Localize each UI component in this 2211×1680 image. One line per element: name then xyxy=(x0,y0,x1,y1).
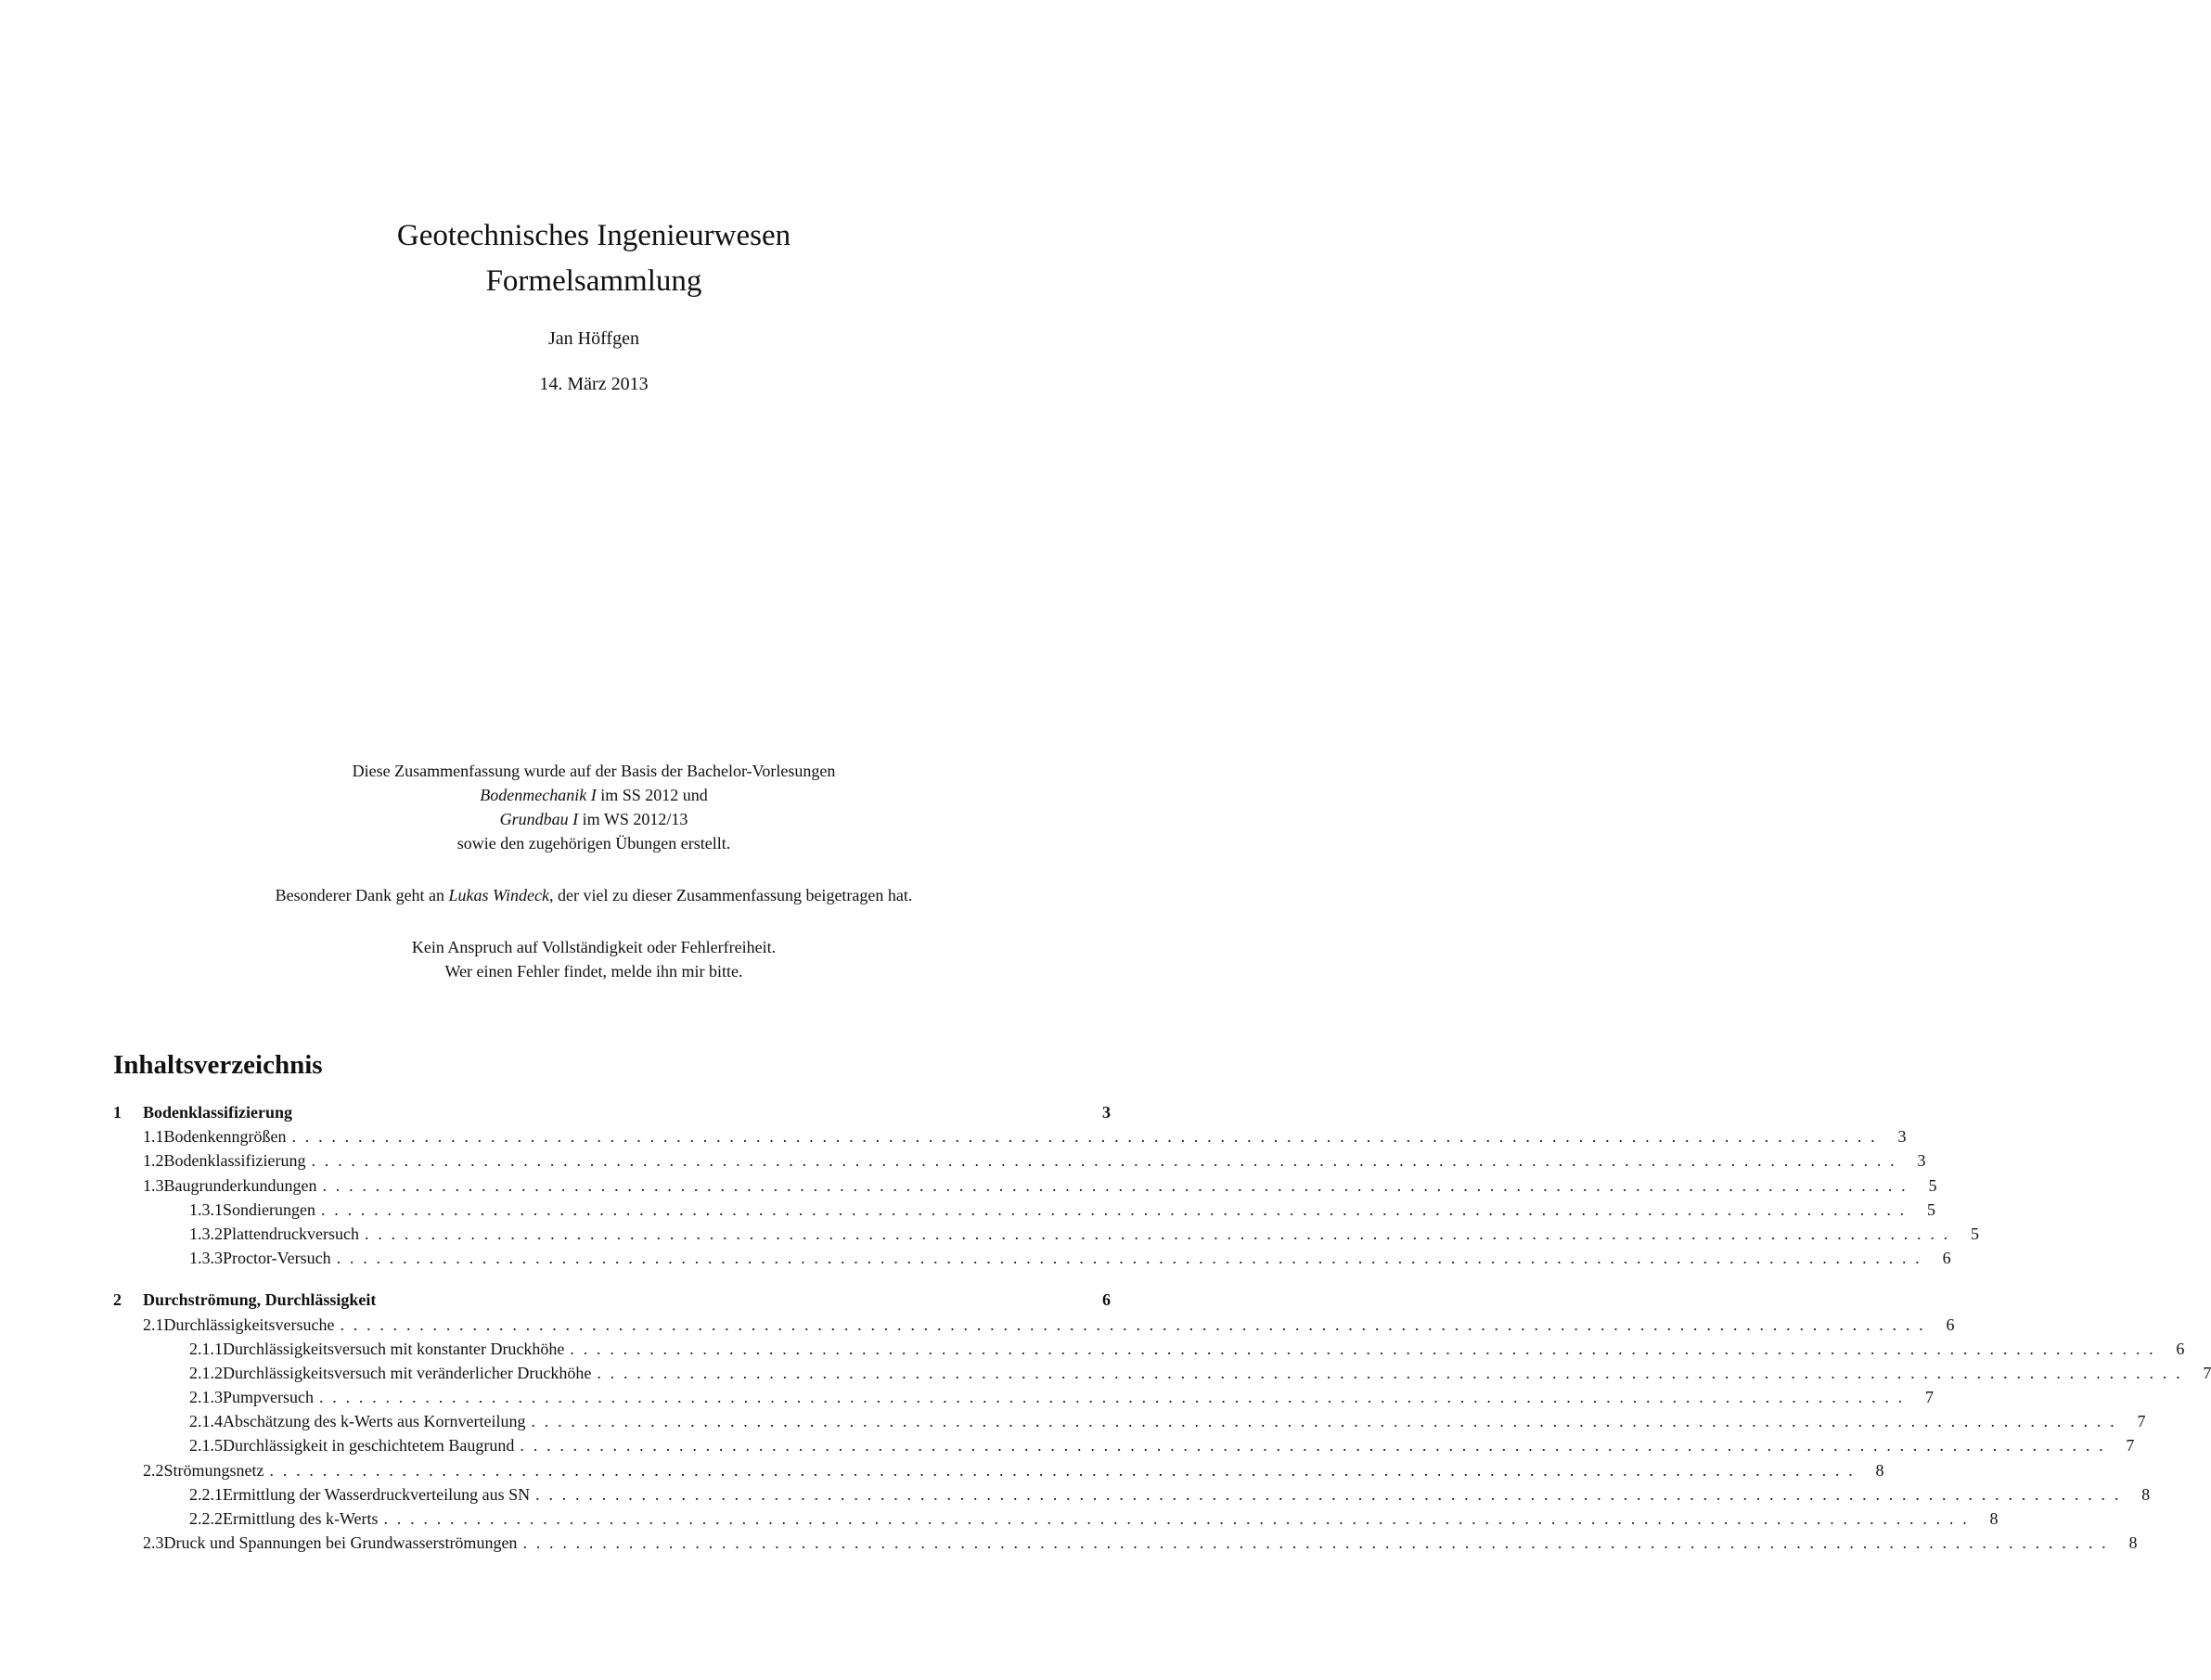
toc-entry-number: 1.3.2 xyxy=(189,1224,223,1243)
toc-entry-page[interactable]: 6 xyxy=(2176,1339,2185,1358)
toc-entry[interactable] xyxy=(113,1460,1884,1485)
toc-entry-page[interactable]: 8 xyxy=(2128,1533,2138,1553)
toc-entry-number: 2.1.4 xyxy=(189,1412,223,1431)
table-of-contents xyxy=(113,1103,2211,1558)
toc-entry[interactable] xyxy=(113,1388,1934,1412)
toc-dot-leader: ........................................................................................................................ xyxy=(291,1127,1884,1147)
toc-entry[interactable] xyxy=(113,1103,1111,1127)
toc-entry-title[interactable]: Bodenkenngrößen xyxy=(163,1127,287,1147)
toc-entry-number: 2.1.3 xyxy=(189,1388,223,1407)
toc-dot-leader: ........................................................................................................................ xyxy=(364,1224,1957,1243)
toc-entry-number: 2.2.2 xyxy=(189,1509,223,1528)
toc-dot-leader: ........................................................................................................................ xyxy=(269,1460,1862,1480)
course-name: Bodenmechanik I xyxy=(480,786,597,804)
toc-entry-title[interactable]: Durchlässigkeitsversuche xyxy=(163,1315,335,1334)
toc-entry[interactable] xyxy=(113,1151,1926,1175)
toc-entry[interactable] xyxy=(113,1339,2185,1364)
toc-entry-page[interactable]: 6 xyxy=(1102,1290,1111,1310)
toc-entry-page[interactable]: 8 xyxy=(2141,1484,2151,1504)
toc-entry[interactable] xyxy=(113,1175,1937,1200)
toc-entry-title[interactable]: Durchlässigkeit in geschichtetem Baugrund xyxy=(223,1436,515,1456)
abstract-text: im SS 2012 und xyxy=(596,786,708,804)
toc-entry-number: 2 xyxy=(113,1290,122,1310)
toc-entry-title[interactable]: Pumpversuch xyxy=(223,1388,314,1407)
toc-dot-leader: ........................................................................................................................ xyxy=(520,1436,2113,1456)
toc-entry-page[interactable]: 6 xyxy=(1946,1315,1955,1334)
toc-entry-page[interactable]: 7 xyxy=(2126,1436,2135,1456)
toc-entry-number: 2.1.2 xyxy=(189,1363,223,1382)
abstract-text: im WS 2012/13 xyxy=(578,810,688,828)
toc-entry[interactable] xyxy=(113,1249,1951,1273)
toc-entry-page[interactable]: 6 xyxy=(1942,1249,1951,1268)
toc-entry-title[interactable]: Bodenklassifizierung xyxy=(163,1151,306,1171)
toc-dot-leader: ........................................................................................................................ xyxy=(319,1388,1911,1407)
document-title xyxy=(0,213,1188,304)
toc-entry-page[interactable]: 7 xyxy=(2137,1412,2146,1431)
toc-entry-number: 1.2 xyxy=(143,1151,164,1171)
toc-entry-title[interactable]: Plattendruckversuch xyxy=(223,1224,359,1243)
toc-entry-page[interactable]: 3 xyxy=(1917,1151,1926,1171)
toc-entry-title[interactable]: Sondierungen xyxy=(223,1199,315,1219)
abstract-text: Besonderer Dank geht an xyxy=(275,886,449,904)
toc-entry-number: 2.2.1 xyxy=(189,1484,223,1504)
toc-entry[interactable] xyxy=(113,1533,2138,1558)
toc-entry-title[interactable]: Ermittlung des k-Werts xyxy=(223,1509,379,1528)
toc-entry-title[interactable]: Durchlässigkeitsversuch mit veränderlicher Druckhöhe xyxy=(223,1363,592,1382)
toc-dot-leader: ........................................................................................................................ xyxy=(320,1199,1913,1219)
toc-entry-number: 2.2 xyxy=(143,1460,164,1480)
toc-entry[interactable] xyxy=(113,1412,2146,1436)
toc-dot-leader: ........................................................................................................................ xyxy=(311,1151,1904,1171)
course-name: Grundbau I xyxy=(499,810,579,828)
toc-entry-title[interactable]: Druck und Spannungen bei Grundwasserströmungen xyxy=(163,1533,518,1553)
toc-entry[interactable] xyxy=(113,1509,1999,1533)
toc-dot-leader: ........................................................................................................................ xyxy=(336,1249,1929,1268)
abstract-text: Kein Anspruch auf Vollständigkeit oder Fehlerfreiheit. xyxy=(411,938,777,956)
toc-entry[interactable] xyxy=(113,1436,2135,1460)
toc-entry-title[interactable]: Baugrunderkundungen xyxy=(163,1175,317,1195)
toc-entry-title[interactable]: Proctor-Versuch xyxy=(223,1249,331,1268)
abstract-text: Wer einen Fehler findet, melde ihn mir bitte. xyxy=(444,962,743,981)
toc-entry-page[interactable]: 8 xyxy=(1989,1509,1999,1528)
abstract-text: , der viel zu dieser Zusammenfassung beigetragen hat. xyxy=(549,886,913,904)
toc-entry-title[interactable]: Strömungsnetz xyxy=(163,1460,264,1480)
toc-entry-title[interactable]: Ermittlung der Wasserdruckverteilung aus SN xyxy=(223,1484,531,1504)
toc-entry-number: 1.1 xyxy=(143,1127,164,1147)
toc-dot-leader: ........................................................................................................................ xyxy=(340,1315,1933,1334)
toc-entry-number: 1.3.3 xyxy=(189,1249,223,1268)
toc-dot-leader: ........................................................................................................................ xyxy=(383,1509,1976,1528)
author: Jan Höffgen xyxy=(548,328,639,349)
abstract-paragraph-basis xyxy=(0,759,1188,855)
toc-dot-leader: ........................................................................................................................ xyxy=(535,1484,2128,1504)
toc-entry-title[interactable]: Abschätzung des k-Werts aus Kornverteilung xyxy=(223,1412,526,1431)
toc-entry-page[interactable]: 3 xyxy=(1102,1103,1111,1122)
toc-dot-leader: ........................................................................................................................ xyxy=(322,1175,1915,1195)
toc-entry[interactable] xyxy=(113,1224,1979,1249)
toc-entry-number: 2.1.1 xyxy=(189,1339,223,1358)
toc-entry-page[interactable]: 7 xyxy=(1925,1388,1934,1407)
toc-entry-page[interactable]: 5 xyxy=(1928,1175,1937,1195)
abstract-paragraph-thanks xyxy=(0,883,1188,907)
toc-entry-title[interactable]: Bodenklassifizierung xyxy=(143,1103,293,1122)
toc-entry-number: 2.1.5 xyxy=(189,1436,223,1456)
toc-dot-leader: ........................................................................................................................ xyxy=(597,1363,2190,1382)
toc-entry-number: 1.3.1 xyxy=(189,1199,223,1219)
toc-entry-title[interactable]: Durchlässigkeitsversuch mit konstanter Druckhöhe xyxy=(223,1339,565,1358)
toc-entry-page[interactable]: 7 xyxy=(2203,1363,2211,1382)
toc-entry-page[interactable]: 8 xyxy=(1875,1460,1884,1480)
toc-entry[interactable] xyxy=(113,1127,1907,1151)
toc-entry[interactable] xyxy=(113,1290,1111,1315)
toc-entry-number: 1.3 xyxy=(143,1175,164,1195)
date: 14. März 2013 xyxy=(539,374,649,394)
toc-entry[interactable] xyxy=(113,1199,1935,1225)
thanks-name: Lukas Windeck xyxy=(448,886,550,904)
toc-entry-page[interactable]: 5 xyxy=(1970,1224,1979,1243)
toc-entry-page[interactable]: 5 xyxy=(1926,1199,1935,1219)
toc-entry-number: 2.1 xyxy=(143,1315,164,1334)
toc-entry-number: 1 xyxy=(113,1103,122,1122)
toc-dot-leader: ........................................................................................................................ xyxy=(522,1533,2115,1553)
toc-entry-page[interactable]: 3 xyxy=(1897,1127,1907,1147)
toc-entry-title[interactable]: Durchströmung, Durchlässigkeit xyxy=(143,1290,377,1310)
toc-entry-number: 2.3 xyxy=(143,1533,164,1553)
toc-heading: Inhaltsverzeichnis xyxy=(113,1050,323,1080)
title-line-2: Formelsammlung xyxy=(485,264,702,298)
title-line-1: Geotechnisches Ingenieurwesen xyxy=(396,219,791,252)
abstract-paragraph-disclaimer xyxy=(0,935,1188,983)
toc-dot-leader: ........................................................................................................................ xyxy=(531,1412,2124,1431)
toc-entry[interactable] xyxy=(113,1315,1955,1340)
abstract-text: sowie den zugehörigen Übungen erstellt. xyxy=(456,834,731,853)
abstract-text: Diese Zusammenfassung wurde auf der Basis der Bachelor-Vorlesungen xyxy=(352,762,836,780)
abstract xyxy=(0,759,1188,1011)
toc-entry[interactable] xyxy=(113,1363,2211,1388)
toc-dot-leader: ........................................................................................................................ xyxy=(570,1339,2163,1358)
toc-entry[interactable] xyxy=(113,1484,2151,1509)
